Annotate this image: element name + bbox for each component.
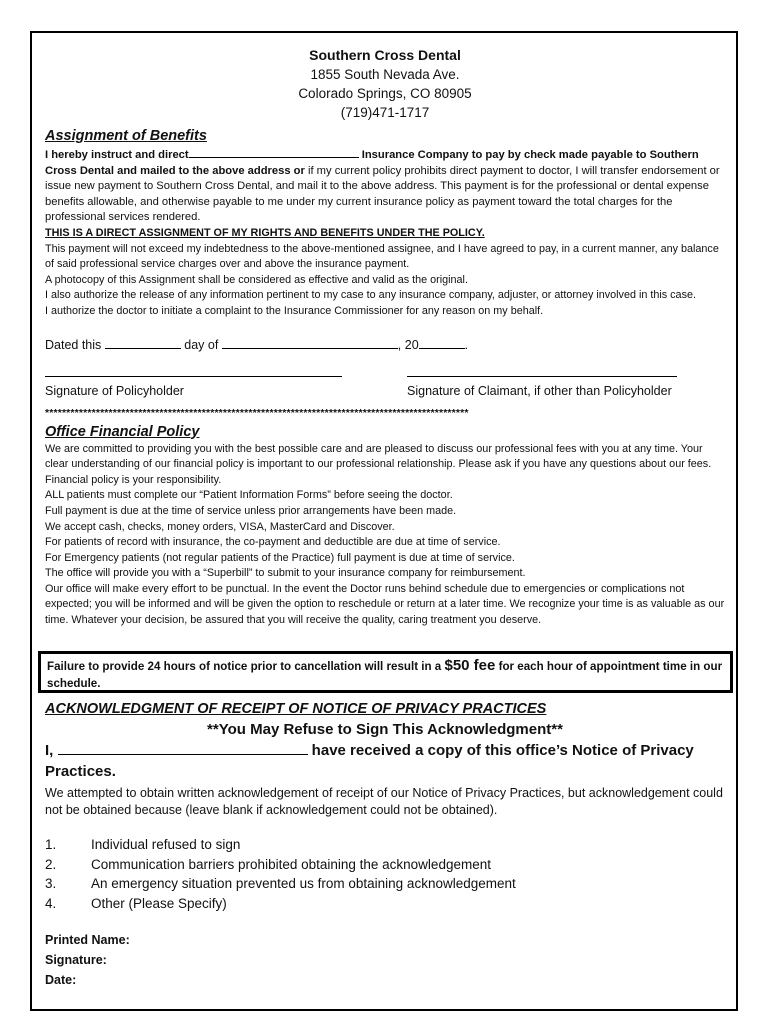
financial-line: Full payment is due at the time of service unless prior arrangements have been made. bbox=[45, 504, 457, 517]
policyholder-signature-line[interactable] bbox=[45, 376, 342, 377]
separator-stars: **************************************************************************************************** bbox=[45, 406, 469, 419]
signature-fields bbox=[45, 930, 725, 990]
financial-line: We are committed to providing you with the best possible care and are pleased to discuss our professional fees with you at any time. Your clear understanding of our financial policy is important to our professional relationship. Please ask if you have any questions about our fees. Financial policy is your responsibility. bbox=[45, 442, 712, 486]
address-line-2: Colorado Springs, CO 80905 bbox=[298, 86, 472, 101]
signature-row bbox=[45, 354, 725, 402]
privacy-acknowledgment bbox=[45, 699, 725, 990]
month-blank[interactable] bbox=[222, 337, 398, 349]
day-of-label: day of bbox=[184, 337, 219, 352]
practice-name: Southern Cross Dental bbox=[309, 47, 461, 63]
dated-label: Dated this bbox=[45, 337, 102, 352]
financial-policy-title: Office Financial Policy bbox=[45, 423, 200, 440]
list-item: 1. Individual refused to sign bbox=[45, 837, 241, 852]
ack-received: have received a copy of this office’s Notice of Privacy Practices. bbox=[45, 742, 694, 780]
assignment-para-2: This payment will not exceed my indebtedness to the above-mentioned assignee, and I have agreed to pay, in a current manner, any balance of said professional service charges over and above the insurance payment. bbox=[45, 242, 719, 271]
notice-text-b: for each hour of appointment time in our schedule. bbox=[47, 660, 723, 690]
instruct-lead: I hereby instruct and direct bbox=[45, 149, 189, 161]
policyholder-signature-label: Signature of Policyholder bbox=[45, 383, 184, 398]
assignment-title: Assignment of Benefits bbox=[45, 128, 207, 144]
refuse-notice: **You May Refuse to Sign This Acknowledgment** bbox=[207, 721, 563, 738]
financial-line: ALL patients must complete our “Patient Information Forms” before seeing the doctor. bbox=[45, 489, 453, 502]
dated-line bbox=[45, 336, 725, 354]
list-item: 4. Other (Please Specify) bbox=[45, 895, 227, 911]
year-blank[interactable] bbox=[419, 337, 465, 349]
dated-period: . bbox=[464, 337, 469, 352]
notice-fee: $50 fee bbox=[444, 657, 496, 674]
insurance-company-blank[interactable] bbox=[189, 146, 359, 158]
address-line-1: 1855 South Nevada Ave. bbox=[310, 67, 460, 82]
direct-assignment-statement: THIS IS A DIRECT ASSIGNMENT OF MY RIGHTS AND BENEFITS UNDER THE POLICY. bbox=[45, 226, 485, 239]
instruct-mailed: Southern Cross Dental and mailed to the above address or bbox=[45, 149, 699, 177]
ack-i: I, bbox=[45, 742, 54, 759]
claimant-signature-line[interactable] bbox=[407, 376, 677, 377]
instruct-rest: if my current policy prohibits direct payment to doctor, I will transfer endorsement or issue new payment to Southern Cross Dental, and mail it to the above address. This payment is for the professional or dental expense benefits allowable, and otherwise payable to me under my current insurance policy as payment toward the total charges for the professional services rendered. bbox=[45, 164, 720, 224]
list-item: 3. An emergency situation prevented us from obtaining acknowledgement bbox=[45, 876, 516, 891]
financial-line: For patients of record with insurance, the co-payment and deductible are due at time of service. bbox=[45, 536, 501, 549]
phone-number: (719)471-1717 bbox=[340, 105, 430, 120]
assignment-para-4: I also authorize the release of any information pertinent to my case to any insurance company, adjuster, or attorney involved in this case. bbox=[45, 289, 696, 302]
notice-text-a: Failure to provide 24 hours of notice prior to cancellation will result in a bbox=[47, 660, 445, 673]
acknowledgment-description: We attempted to obtain written acknowledgement of receipt of our Notice of Privacy Practices, but acknowledgement could not be obtained because (leave blank if acknowledgement could not be obtained). bbox=[45, 786, 723, 817]
reason-list bbox=[45, 835, 725, 913]
financial-line: For Emergency patients (not regular patients of the Practice) full payment is due at time of service. bbox=[45, 551, 515, 564]
list-item: 2. Communication barriers prohibited obtaining the acknowledgement bbox=[45, 856, 491, 872]
assignment-instruction bbox=[45, 146, 725, 226]
day-blank[interactable] bbox=[105, 337, 181, 349]
acknowledgment-title: ACKNOWLEDGMENT OF RECEIPT OF NOTICE OF PRIVACY PRACTICES bbox=[45, 701, 547, 717]
instruct-pay: Insurance Company to pay by check made payable to bbox=[358, 149, 647, 161]
date-field[interactable]: Date: bbox=[45, 973, 77, 987]
assignment-para-3: A photocopy of this Assignment shall be considered as effective and valid as the original. bbox=[45, 273, 468, 286]
signature-field[interactable]: Signature: bbox=[45, 953, 107, 967]
letterhead bbox=[45, 46, 725, 122]
cancellation-notice-box bbox=[38, 651, 733, 693]
financial-line: Our office will make every effort to be punctual. In the event the Doctor runs behind schedule due to emergencies or complications not expected; you will be informed and will be given the option to reschedule or return at a later time. We recognize your time is as valuable as our time. Whatever your decision, be assured that you will receive the quality, caring treatment you deserve. bbox=[45, 582, 725, 627]
financial-line: We accept cash, checks, money orders, VISA, MasterCard and Discover. bbox=[45, 520, 395, 533]
printed-name-field[interactable]: Printed Name: bbox=[45, 933, 130, 947]
assignment-para-5: I authorize the doctor to initiate a complaint to the Insurance Commissioner for any reason on my behalf. bbox=[45, 304, 544, 317]
financial-line: The office will provide you with a “Superbill” to submit to your insurance company for reimbursement. bbox=[45, 567, 526, 580]
name-blank[interactable] bbox=[58, 740, 308, 755]
year-prefix: , 20 bbox=[397, 337, 419, 352]
acknowledgment-statement bbox=[45, 740, 725, 782]
form-body bbox=[45, 46, 725, 629]
claimant-signature-label: Signature of Claimant, if other than Policyholder bbox=[407, 383, 672, 398]
